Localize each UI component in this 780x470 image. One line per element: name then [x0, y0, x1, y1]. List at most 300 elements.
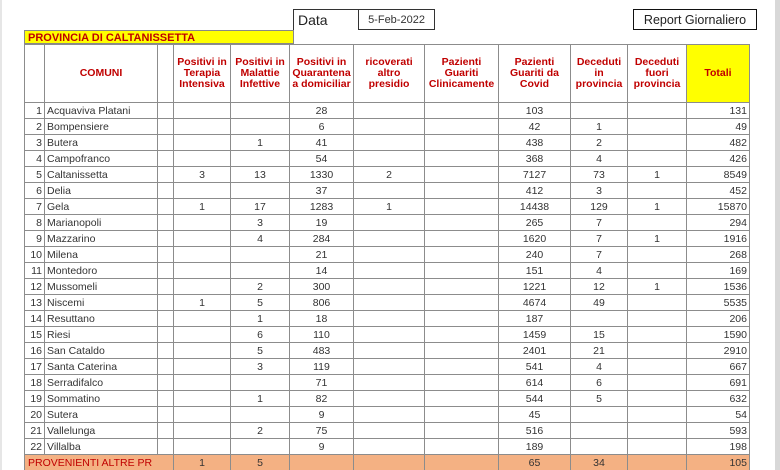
cell-guariti[interactable]: 614	[499, 375, 571, 391]
comune-name[interactable]: Marianopoli	[45, 215, 158, 231]
cell-quarantena[interactable]: 54	[290, 151, 354, 167]
cell-deceduti-fuori[interactable]	[628, 135, 687, 151]
row-index[interactable]: 3	[25, 135, 45, 151]
cell-guariti[interactable]: 103	[499, 103, 571, 119]
cell-deceduti-fuori[interactable]: 1	[628, 231, 687, 247]
cell-terapia[interactable]: 3	[174, 167, 231, 183]
cell-terapia[interactable]	[174, 423, 231, 439]
cell-guariti[interactable]: 368	[499, 151, 571, 167]
header-malattie: Positivi in Malattie Infettive	[231, 45, 290, 103]
cell-deceduti-in[interactable]: 73	[571, 167, 628, 183]
cell-deceduti-fuori[interactable]: 1	[628, 199, 687, 215]
cell-guariti[interactable]: 541	[499, 359, 571, 375]
row-index[interactable]: 21	[25, 423, 45, 439]
cell-malattie[interactable]: 6	[231, 327, 290, 343]
table-row	[25, 231, 750, 247]
cell-terapia[interactable]	[174, 231, 231, 247]
cell-malattie[interactable]: 4	[231, 231, 290, 247]
comune-name[interactable]: Mussomeli	[45, 279, 158, 295]
cell-totali[interactable]: 593	[687, 423, 750, 439]
cell-guariti[interactable]: 1620	[499, 231, 571, 247]
table-row	[25, 375, 750, 391]
cell-deceduti-in[interactable]: 4	[571, 359, 628, 375]
row-index[interactable]: 7	[25, 199, 45, 215]
cell-quarantena[interactable]: 9	[290, 407, 354, 423]
cell-quarantena[interactable]: 110	[290, 327, 354, 343]
cell-deceduti-in[interactable]	[571, 103, 628, 119]
cell-quarantena[interactable]: 806	[290, 295, 354, 311]
cell-deceduti-fuori[interactable]	[628, 327, 687, 343]
cell-deceduti-fuori[interactable]	[628, 247, 687, 263]
spacer-cell[interactable]	[158, 279, 174, 295]
cell-malattie[interactable]: 1	[231, 391, 290, 407]
cell-deceduti-in[interactable]: 6	[571, 375, 628, 391]
cell-ricoverati[interactable]	[354, 359, 425, 375]
table-row	[25, 263, 750, 279]
cell-deceduti-in[interactable]: 15	[571, 327, 628, 343]
cell-terapia[interactable]	[174, 263, 231, 279]
cell-terapia[interactable]	[174, 375, 231, 391]
comune-name[interactable]: Villalba	[45, 439, 158, 455]
cell-clinicamente[interactable]	[425, 151, 499, 167]
cell-guariti[interactable]: 45	[499, 407, 571, 423]
cell-deceduti-fuori[interactable]	[628, 183, 687, 199]
table-header-row	[25, 45, 750, 103]
row-index[interactable]: 20	[25, 407, 45, 423]
cell-quarantena[interactable]: 28	[290, 103, 354, 119]
cell-terapia[interactable]	[174, 343, 231, 359]
cell-deceduti-in[interactable]: 49	[571, 295, 628, 311]
spacer-cell[interactable]	[158, 327, 174, 343]
cell-deceduti-fuori[interactable]	[628, 215, 687, 231]
cell-deceduti-fuori[interactable]	[628, 119, 687, 135]
spacer-cell[interactable]	[158, 359, 174, 375]
cell-guariti[interactable]: 42	[499, 119, 571, 135]
cell-guariti[interactable]: 65	[499, 455, 571, 470]
cell-ricoverati[interactable]	[354, 183, 425, 199]
header-terapia: Positivi in Terapia Intensiva	[174, 45, 231, 103]
table-row	[25, 439, 750, 455]
comune-name[interactable]: Bompensiere	[45, 119, 158, 135]
header-comuni: COMUNI	[45, 45, 158, 103]
cell-terapia[interactable]	[174, 439, 231, 455]
cell-totali[interactable]: 169	[687, 263, 750, 279]
cell-clinicamente[interactable]	[425, 375, 499, 391]
comune-name[interactable]: Serradifalco	[45, 375, 158, 391]
cell-ricoverati[interactable]	[354, 295, 425, 311]
cell-totali[interactable]: 691	[687, 375, 750, 391]
cell-malattie[interactable]: 2	[231, 279, 290, 295]
cell-guariti[interactable]: 544	[499, 391, 571, 407]
table-row	[25, 167, 750, 183]
spacer-cell[interactable]	[158, 295, 174, 311]
comune-name[interactable]: Acquaviva Platani	[45, 103, 158, 119]
cell-terapia[interactable]	[174, 359, 231, 375]
spacer-cell[interactable]	[158, 375, 174, 391]
cell-terapia[interactable]	[174, 215, 231, 231]
cell-ricoverati[interactable]	[354, 439, 425, 455]
cell-ricoverati[interactable]	[354, 375, 425, 391]
cell-clinicamente[interactable]	[425, 455, 499, 470]
date-value[interactable]: 5-Feb-2022	[358, 9, 435, 30]
cell-guariti[interactable]: 2401	[499, 343, 571, 359]
cell-deceduti-in[interactable]	[571, 439, 628, 455]
cell-totali[interactable]: 54	[687, 407, 750, 423]
row-index[interactable]: 19	[25, 391, 45, 407]
spacer-cell[interactable]	[158, 391, 174, 407]
cell-ricoverati[interactable]	[354, 247, 425, 263]
spacer-cell[interactable]	[158, 151, 174, 167]
cell-ricoverati[interactable]	[354, 215, 425, 231]
comune-name[interactable]: Vallelunga	[45, 423, 158, 439]
cell-totali[interactable]: 268	[687, 247, 750, 263]
vertical-scrollbar[interactable]	[775, 0, 780, 470]
cell-clinicamente[interactable]	[425, 199, 499, 215]
spacer-cell[interactable]	[158, 423, 174, 439]
row-index[interactable]: 5	[25, 167, 45, 183]
covid-report-table	[24, 44, 750, 470]
spacer-cell[interactable]	[158, 119, 174, 135]
cell-deceduti-in[interactable]: 4	[571, 151, 628, 167]
row-index[interactable]: 15	[25, 327, 45, 343]
cell-ricoverati[interactable]	[354, 103, 425, 119]
cell-deceduti-in[interactable]: 7	[571, 231, 628, 247]
row-index[interactable]: 12	[25, 279, 45, 295]
cell-deceduti-in[interactable]: 5	[571, 391, 628, 407]
cell-guariti[interactable]: 1221	[499, 279, 571, 295]
comune-name[interactable]: Gela	[45, 199, 158, 215]
comune-name[interactable]: Campofranco	[45, 151, 158, 167]
cell-quarantena[interactable]: 18	[290, 311, 354, 327]
cell-ricoverati[interactable]	[354, 311, 425, 327]
cell-clinicamente[interactable]	[425, 295, 499, 311]
cell-ricoverati[interactable]	[354, 391, 425, 407]
cell-guariti[interactable]: 412	[499, 183, 571, 199]
row-index[interactable]: 18	[25, 375, 45, 391]
cell-guariti[interactable]: 14438	[499, 199, 571, 215]
cell-totali[interactable]: 482	[687, 135, 750, 151]
cell-totali[interactable]: 105	[687, 455, 750, 470]
cell-totali[interactable]: 5535	[687, 295, 750, 311]
cell-quarantena[interactable]: 1283	[290, 199, 354, 215]
cell-totali[interactable]: 426	[687, 151, 750, 167]
cell-ricoverati[interactable]: 1	[354, 199, 425, 215]
spacer-cell[interactable]	[158, 135, 174, 151]
cell-ricoverati[interactable]	[354, 279, 425, 295]
cell-malattie[interactable]: 17	[231, 199, 290, 215]
cell-quarantena[interactable]: 483	[290, 343, 354, 359]
cell-deceduti-in[interactable]: 34	[571, 455, 628, 470]
cell-ricoverati[interactable]	[354, 119, 425, 135]
cell-quarantena[interactable]: 41	[290, 135, 354, 151]
cell-deceduti-in[interactable]: 12	[571, 279, 628, 295]
cell-deceduti-fuori[interactable]	[628, 375, 687, 391]
cell-deceduti-fuori[interactable]	[628, 391, 687, 407]
cell-clinicamente[interactable]	[425, 103, 499, 119]
cell-ricoverati[interactable]	[354, 407, 425, 423]
cell-malattie[interactable]: 5	[231, 455, 290, 470]
cell-deceduti-in[interactable]	[571, 423, 628, 439]
cell-guariti[interactable]: 4674	[499, 295, 571, 311]
row-index[interactable]: 8	[25, 215, 45, 231]
cell-deceduti-fuori[interactable]	[628, 455, 687, 470]
header-index	[25, 45, 45, 103]
cell-deceduti-in[interactable]: 1	[571, 119, 628, 135]
cell-terapia[interactable]: 1	[174, 199, 231, 215]
cell-terapia[interactable]	[174, 327, 231, 343]
cell-clinicamente[interactable]	[425, 311, 499, 327]
cell-quarantena[interactable]: 9	[290, 439, 354, 455]
cell-deceduti-in[interactable]: 4	[571, 263, 628, 279]
cell-totali[interactable]: 452	[687, 183, 750, 199]
cell-ricoverati[interactable]	[354, 151, 425, 167]
other-provinces-label[interactable]: PROVENIENTI ALTRE PR	[25, 455, 174, 470]
cell-terapia[interactable]	[174, 279, 231, 295]
comune-name[interactable]: San Cataldo	[45, 343, 158, 359]
cell-clinicamente[interactable]	[425, 231, 499, 247]
cell-totali[interactable]: 198	[687, 439, 750, 455]
header-quarantena: Positivi in Quarantena a domiciliar	[290, 45, 354, 103]
cell-malattie[interactable]	[231, 407, 290, 423]
cell-totali[interactable]: 632	[687, 391, 750, 407]
cell-ricoverati[interactable]	[354, 263, 425, 279]
table-row	[25, 103, 750, 119]
cell-deceduti-fuori[interactable]	[628, 295, 687, 311]
cell-terapia[interactable]	[174, 247, 231, 263]
cell-clinicamente[interactable]	[425, 215, 499, 231]
header-totali: Totali	[687, 45, 750, 103]
table-row	[25, 295, 750, 311]
row-index[interactable]: 17	[25, 359, 45, 375]
cell-malattie[interactable]	[231, 247, 290, 263]
row-index[interactable]: 10	[25, 247, 45, 263]
cell-clinicamente[interactable]	[425, 327, 499, 343]
row-index[interactable]: 1	[25, 103, 45, 119]
cell-quarantena[interactable]: 300	[290, 279, 354, 295]
comune-name[interactable]: Montedoro	[45, 263, 158, 279]
spacer-cell[interactable]	[158, 103, 174, 119]
comune-name[interactable]: Mazzarino	[45, 231, 158, 247]
cell-ricoverati[interactable]: 2	[354, 167, 425, 183]
cell-deceduti-fuori[interactable]	[628, 407, 687, 423]
cell-quarantena[interactable]	[290, 455, 354, 470]
cell-ricoverati[interactable]	[354, 327, 425, 343]
row-index[interactable]: 6	[25, 183, 45, 199]
header-spacer	[158, 45, 174, 103]
date-label: Data	[293, 9, 358, 30]
cell-terapia[interactable]	[174, 391, 231, 407]
cell-totali[interactable]: 294	[687, 215, 750, 231]
cell-malattie[interactable]	[231, 119, 290, 135]
cell-quarantena[interactable]: 37	[290, 183, 354, 199]
cell-guariti[interactable]: 240	[499, 247, 571, 263]
spacer-cell[interactable]	[158, 311, 174, 327]
cell-malattie[interactable]	[231, 375, 290, 391]
spacer-cell[interactable]	[158, 247, 174, 263]
row-index[interactable]: 13	[25, 295, 45, 311]
cell-guariti[interactable]: 1459	[499, 327, 571, 343]
comune-name[interactable]: Santa Caterina	[45, 359, 158, 375]
cell-terapia[interactable]	[174, 183, 231, 199]
row-index[interactable]: 16	[25, 343, 45, 359]
comune-name[interactable]: Delia	[45, 183, 158, 199]
cell-totali[interactable]: 667	[687, 359, 750, 375]
report-title: Report Giornaliero	[633, 9, 757, 30]
cell-deceduti-in[interactable]: 3	[571, 183, 628, 199]
cell-deceduti-fuori[interactable]	[628, 263, 687, 279]
report-header	[0, 0, 780, 30]
cell-clinicamente[interactable]	[425, 247, 499, 263]
cell-clinicamente[interactable]	[425, 343, 499, 359]
cell-clinicamente[interactable]	[425, 263, 499, 279]
cell-quarantena[interactable]: 14	[290, 263, 354, 279]
cell-guariti[interactable]: 516	[499, 423, 571, 439]
cell-deceduti-fuori[interactable]: 1	[628, 167, 687, 183]
row-index[interactable]: 11	[25, 263, 45, 279]
row-index[interactable]: 9	[25, 231, 45, 247]
comune-name[interactable]: Sommatino	[45, 391, 158, 407]
cell-quarantena[interactable]: 71	[290, 375, 354, 391]
cell-deceduti-in[interactable]	[571, 311, 628, 327]
cell-terapia[interactable]: 1	[174, 295, 231, 311]
spacer-cell[interactable]	[158, 407, 174, 423]
cell-deceduti-in[interactable]: 2	[571, 135, 628, 151]
spacer-cell[interactable]	[158, 215, 174, 231]
cell-guariti[interactable]: 7127	[499, 167, 571, 183]
cell-deceduti-fuori[interactable]	[628, 311, 687, 327]
cell-ricoverati[interactable]	[354, 231, 425, 247]
cell-guariti[interactable]: 438	[499, 135, 571, 151]
cell-terapia[interactable]	[174, 311, 231, 327]
spacer-cell[interactable]	[158, 231, 174, 247]
cell-malattie[interactable]: 13	[231, 167, 290, 183]
cell-clinicamente[interactable]	[425, 183, 499, 199]
cell-malattie[interactable]: 1	[231, 311, 290, 327]
cell-malattie[interactable]: 1	[231, 135, 290, 151]
comune-name[interactable]: Riesi	[45, 327, 158, 343]
cell-ricoverati[interactable]	[354, 455, 425, 470]
cell-totali[interactable]: 15870	[687, 199, 750, 215]
comune-name[interactable]: Sutera	[45, 407, 158, 423]
cell-deceduti-in[interactable]: 7	[571, 215, 628, 231]
cell-totali[interactable]: 1536	[687, 279, 750, 295]
cell-clinicamente[interactable]	[425, 407, 499, 423]
cell-clinicamente[interactable]	[425, 135, 499, 151]
cell-totali[interactable]: 1916	[687, 231, 750, 247]
cell-malattie[interactable]	[231, 103, 290, 119]
cell-deceduti-fuori[interactable]	[628, 439, 687, 455]
cell-malattie[interactable]: 3	[231, 215, 290, 231]
row-index[interactable]: 14	[25, 311, 45, 327]
cell-terapia[interactable]: 1	[174, 455, 231, 470]
cell-clinicamente[interactable]	[425, 167, 499, 183]
row-index[interactable]: 4	[25, 151, 45, 167]
cell-guariti[interactable]: 265	[499, 215, 571, 231]
cell-terapia[interactable]	[174, 407, 231, 423]
cell-terapia[interactable]	[174, 103, 231, 119]
cell-guariti[interactable]: 187	[499, 311, 571, 327]
cell-quarantena[interactable]: 75	[290, 423, 354, 439]
cell-deceduti-fuori[interactable]	[628, 151, 687, 167]
cell-totali[interactable]: 206	[687, 311, 750, 327]
cell-totali[interactable]: 2910	[687, 343, 750, 359]
cell-quarantena[interactable]: 119	[290, 359, 354, 375]
cell-quarantena[interactable]: 284	[290, 231, 354, 247]
cell-malattie[interactable]	[231, 183, 290, 199]
cell-totali[interactable]: 49	[687, 119, 750, 135]
table-row	[25, 327, 750, 343]
cell-clinicamente[interactable]	[425, 391, 499, 407]
cell-malattie[interactable]: 2	[231, 423, 290, 439]
cell-guariti[interactable]: 189	[499, 439, 571, 455]
cell-totali[interactable]: 8549	[687, 167, 750, 183]
cell-totali[interactable]: 1590	[687, 327, 750, 343]
cell-quarantena[interactable]: 6	[290, 119, 354, 135]
cell-quarantena[interactable]: 21	[290, 247, 354, 263]
cell-malattie[interactable]	[231, 263, 290, 279]
cell-terapia[interactable]	[174, 135, 231, 151]
cell-clinicamente[interactable]	[425, 119, 499, 135]
comune-name[interactable]: Butera	[45, 135, 158, 151]
comune-name[interactable]: Milena	[45, 247, 158, 263]
table-row	[25, 343, 750, 359]
comune-name[interactable]: Resuttano	[45, 311, 158, 327]
cell-quarantena[interactable]: 82	[290, 391, 354, 407]
spacer-cell[interactable]	[158, 343, 174, 359]
spacer-cell[interactable]	[158, 183, 174, 199]
cell-ricoverati[interactable]	[354, 423, 425, 439]
cell-quarantena[interactable]: 19	[290, 215, 354, 231]
cell-deceduti-fuori[interactable]	[628, 359, 687, 375]
cell-clinicamente[interactable]	[425, 279, 499, 295]
cell-deceduti-in[interactable]: 21	[571, 343, 628, 359]
cell-guariti[interactable]: 151	[499, 263, 571, 279]
cell-clinicamente[interactable]	[425, 439, 499, 455]
row-index[interactable]: 2	[25, 119, 45, 135]
cell-deceduti-fuori[interactable]	[628, 423, 687, 439]
cell-terapia[interactable]	[174, 151, 231, 167]
window-left-edge	[0, 0, 2, 470]
cell-deceduti-fuori[interactable]	[628, 103, 687, 119]
cell-malattie[interactable]: 5	[231, 295, 290, 311]
cell-ricoverati[interactable]	[354, 343, 425, 359]
cell-quarantena[interactable]: 1330	[290, 167, 354, 183]
spacer-cell[interactable]	[158, 199, 174, 215]
spacer-cell[interactable]	[158, 167, 174, 183]
cell-malattie[interactable]	[231, 151, 290, 167]
table-body	[25, 103, 750, 470]
cell-deceduti-in[interactable]	[571, 407, 628, 423]
cell-deceduti-in[interactable]: 129	[571, 199, 628, 215]
cell-ricoverati[interactable]	[354, 135, 425, 151]
cell-clinicamente[interactable]	[425, 423, 499, 439]
table-row	[25, 247, 750, 263]
cell-terapia[interactable]	[174, 119, 231, 135]
cell-malattie[interactable]	[231, 439, 290, 455]
cell-deceduti-fuori[interactable]	[628, 343, 687, 359]
comune-name[interactable]: Caltanissetta	[45, 167, 158, 183]
spacer-cell[interactable]	[158, 439, 174, 455]
cell-totali[interactable]: 131	[687, 103, 750, 119]
row-index[interactable]: 22	[25, 439, 45, 455]
comune-name[interactable]: Niscemi	[45, 295, 158, 311]
cell-deceduti-fuori[interactable]: 1	[628, 279, 687, 295]
cell-malattie[interactable]: 3	[231, 359, 290, 375]
cell-clinicamente[interactable]	[425, 359, 499, 375]
cell-deceduti-in[interactable]: 7	[571, 247, 628, 263]
spacer-cell[interactable]	[158, 263, 174, 279]
cell-malattie[interactable]: 5	[231, 343, 290, 359]
